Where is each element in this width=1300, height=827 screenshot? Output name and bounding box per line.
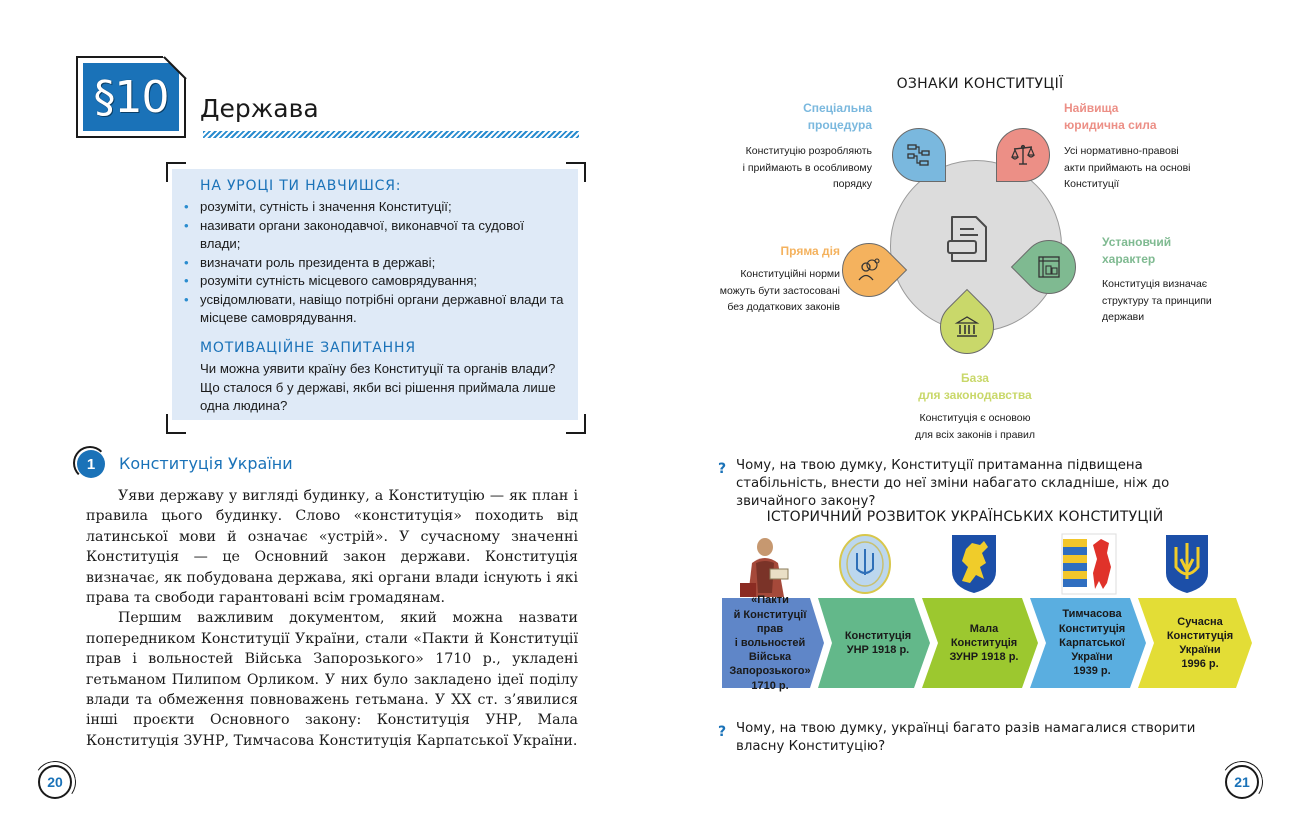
learn-item: • розуміти, сутність і значення Конституції; bbox=[183, 198, 565, 217]
history-title: ІСТОРИЧНИЙ РОЗВИТОК УКРАЇНСЬКИХ КОНСТИТУЦІЙ bbox=[766, 509, 1164, 525]
courthouse-icon bbox=[954, 314, 980, 340]
feature-description: Конституція визначає структуру та принципи держави bbox=[1102, 278, 1212, 323]
trident-coat-of-arms-image bbox=[1164, 533, 1210, 595]
question-text: Чому, на твою думку, Конституції притаманна підвищена стабільність, внести до неї зміни набагато складніше, ніж до звичайного закону? bbox=[736, 458, 1170, 509]
page-fold-icon bbox=[163, 55, 187, 79]
body-paragraph: Уяви державу у вигляді будинку, а Конституцію — як план і правила цього будинку. Слово «конституція» походить від латинської мови й означає «устрій». У сучасному значенні Конституція — це Основний закон держави. Конституція визначає, як побудована держава, які органи влади існують і які права та свободи гарантовані всім громадянам. bbox=[86, 488, 578, 607]
learn-item: • називати органи законодавчої, виконавчої та судової влади; bbox=[183, 217, 565, 254]
corner-bracket bbox=[166, 162, 186, 182]
orlyk-portrait-image bbox=[730, 533, 800, 597]
question-text: Чому, на твою думку, українці багато разів намагалися створити власну Конституцію? bbox=[736, 721, 1196, 754]
page-number-left: 20 bbox=[38, 765, 72, 799]
feature-description: Усі нормативно-правові акти приймають на основі Конституції bbox=[1064, 145, 1191, 190]
learn-item: • визначати роль президента в державі; bbox=[183, 254, 565, 273]
document-icon bbox=[942, 213, 998, 269]
timeline-step: Тимчасова Конституція Карпатської України 1939 р. bbox=[1058, 608, 1126, 678]
section-title: Конституція України bbox=[119, 454, 293, 473]
motivation-question: Чи можна уявити країну без Конституції та органів влади? Що сталося б у державі, якби всі рішення приймала лише одна людина? bbox=[200, 361, 556, 413]
corner-bracket bbox=[566, 414, 586, 434]
scales-icon bbox=[1010, 142, 1036, 168]
body-text bbox=[86, 486, 578, 751]
paragraph-number: §10 bbox=[93, 71, 169, 123]
feature-description: Конституцію розробляють і приймають в особливому порядку bbox=[742, 145, 872, 190]
feature-description: Конституція є основою для всіх законів і правил bbox=[914, 412, 1036, 441]
feature-title: Найвища юридична сила bbox=[1064, 101, 1157, 132]
page-number-right: 21 bbox=[1225, 765, 1259, 799]
flowchart-icon bbox=[906, 142, 932, 168]
feature-description: Конституційні норми можуть бути застосовані без додаткових законів bbox=[719, 268, 840, 313]
diagram-title: ОЗНАКИ КОНСТИТУЦІЇ bbox=[896, 76, 1064, 92]
question-mark-icon: ? bbox=[718, 724, 727, 740]
page-title: Держава bbox=[200, 94, 319, 123]
timeline-step: Конституція УНР 1918 р. bbox=[844, 629, 912, 656]
learn-item: • усвідомлювати, навіщо потрібні органи державної влади та місцеве самоврядування. bbox=[183, 291, 565, 328]
lion-coat-of-arms-image bbox=[950, 533, 998, 595]
learn-heading: НА УРОЦІ ТИ НАВЧИШСЯ: bbox=[200, 178, 402, 194]
body-paragraph: Першим важливим документом, який можна назвати попередником Конституції України, стали «Пакти й Конституції прав і вольностей Війська Запорозького» 1710 р., укладені гетьманом Пилипом Орликом. У них було закладено ідеї поділу влади та обмеження повноважень гетьмана. У XX ст. з’явилися інші проєкти Основного закону: Конституція УНР, Мала Конституція ЗУНР, Тимчасова Конституція Карпатської України. bbox=[86, 610, 578, 749]
question-block bbox=[718, 457, 1218, 511]
question-block bbox=[718, 720, 1198, 756]
corner-bracket bbox=[566, 162, 586, 182]
section-number-badge: 1 bbox=[77, 450, 105, 478]
feature-title: Спеціальна процедура bbox=[803, 101, 872, 132]
question-mark-icon: ? bbox=[718, 461, 727, 477]
timeline-step: «Пакти й Конституції прав і вольностей Війська Запорозького» 1710 р. bbox=[729, 594, 811, 692]
blueprint-icon bbox=[1036, 254, 1062, 280]
paragraph-badge bbox=[76, 56, 186, 138]
unr-seal-image bbox=[838, 533, 892, 597]
timeline-step: Сучасна Конституція України 1996 р. bbox=[1166, 615, 1234, 671]
title-underline-decoration bbox=[203, 131, 579, 138]
motivation-heading: МОТИВАЦІЙНЕ ЗАПИТАННЯ bbox=[200, 340, 416, 356]
learn-item: • розуміти сутність місцевого самоврядування; bbox=[183, 272, 565, 291]
feature-drop-special-procedure bbox=[892, 128, 946, 182]
feature-title: База для законодавства bbox=[918, 371, 1032, 402]
feature-drop-supreme-force bbox=[996, 128, 1050, 182]
corner-bracket bbox=[166, 414, 186, 434]
feature-title: Установчий характер bbox=[1102, 235, 1172, 266]
timeline-step: Мала Конституція ЗУНР 1918 р. bbox=[949, 622, 1019, 664]
person-action-icon bbox=[856, 257, 882, 283]
learn-list bbox=[183, 198, 565, 328]
carpathian-coat-of-arms-image bbox=[1061, 533, 1117, 595]
feature-title: Пряма дія bbox=[780, 244, 840, 258]
